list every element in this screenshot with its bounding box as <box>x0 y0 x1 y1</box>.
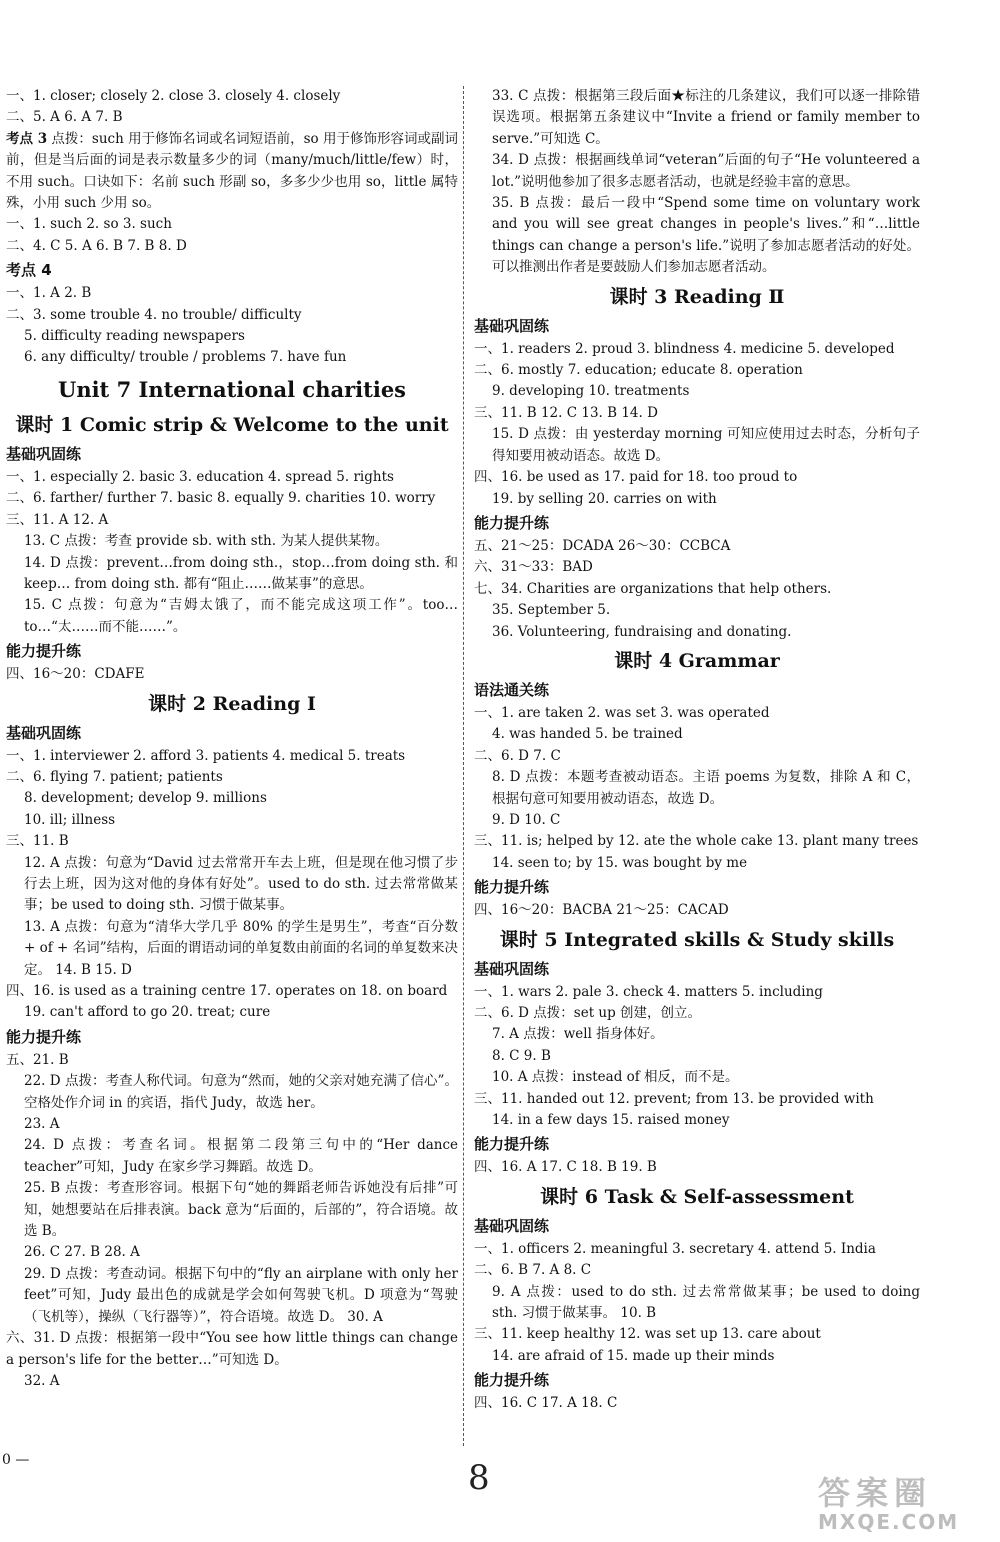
left-column <box>6 86 458 1392</box>
answer-line: 五、21～25：DCADA 26～30：CCBCA <box>474 537 731 554</box>
answer-explanation: 35. B 点拨：最后一段中“Spend some time on voluntary work and you will see great changes in people's lives.”和“…little things can change a person's life.”说明了参加志愿者活动的好处。可以推测出作者是要鼓励人们参加志愿者活动。 <box>492 195 920 276</box>
section-heading: 基础巩固练 <box>474 1216 550 1235</box>
answer-line: 一、1. interviewer 2. afford 3. patients 4. medical 5. treats <box>6 747 406 764</box>
answer-line: 四、16. is used as a training centre 17. operates on 18. on board <box>6 983 448 999</box>
answer-explanation: 12. A 点拨：句意为“David 过去常常开车去上班，但是现在他习惯了步行去上班，因为这对他的身体有好处”。used to do sth. 过去常常做某事；be used to doing sth. 习惯于做某事。 <box>24 854 458 914</box>
answer-line: 35. September 5. <box>492 602 611 619</box>
answer-line: 8. development; develop 9. millions <box>24 790 267 807</box>
section-heading: 考点 4 <box>6 261 52 280</box>
answer-line: 7. A 点拨：well 指身体好。 <box>492 1026 664 1043</box>
section-heading: 能力提升练 <box>474 1371 550 1390</box>
answer-line: 七、34. Charities are organizations that help others. <box>474 580 832 597</box>
answer-line: 5. difficulty reading newspapers <box>24 328 245 345</box>
answer-line: 26. C 27. B 28. A <box>24 1244 140 1261</box>
answer-line: 二、6. flying 7. patient; patients <box>6 768 223 785</box>
explanation-text: 点拨：such 用于修饰名词或名词短语前，so 用于修饰形容词或副词前，但是当后面的词是表示数量多少的词（many/much/little/few）时，不用 such。口诀如下：名前 such 形副 so，多多少少也用 so，little 属特殊，小用 such 少用 so。 <box>6 130 458 212</box>
answer-line: 19. by selling 20. carries on with <box>492 490 717 507</box>
answer-line: 四、16. A 17. C 18. B 19. B <box>474 1159 657 1176</box>
answer-line: 14. seen to; by 15. was bought by me <box>492 854 748 871</box>
lesson-title: 课时 4 Grammar <box>614 649 780 672</box>
answer-line: 三、11. handed out 12. prevent; from 13. be provided with <box>474 1090 874 1107</box>
lesson-title: 课时 1 Comic strip & Welcome to the unit <box>15 413 449 436</box>
answer-line: 6. any difficulty/ trouble / problems 7. have fun <box>24 349 347 366</box>
answer-line: 一、1. officers 2. meaningful 3. secretary 4. attend 5. India <box>474 1240 876 1257</box>
answer-line: 一、1. A 2. B <box>6 285 92 302</box>
answer-explanation: 14. D 点拨：prevent…from doing sth.，stop…from doing sth. 和 keep… from doing sth. 都有“阻止……做某事”的意思。 <box>24 554 458 592</box>
section-heading: 能力提升练 <box>6 642 82 661</box>
section-heading: 能力提升练 <box>474 1135 550 1154</box>
answer-line: 三、11. B 12. C 13. B 14. D <box>474 404 658 421</box>
answer-explanation: 29. D 点拨：考查动词。根据下句中的“fly an airplane with only her feet”可知，Judy 最出色的成就是学会如何驾驶飞机。D 项意为“驾驶（飞机等），操纵（飞行器等）”，符合语境。故选 D。 30. A <box>24 1265 458 1325</box>
lesson-title: 课时 6 Task & Self-assessment <box>540 1185 854 1208</box>
answer-line: 8. C 9. B <box>492 1047 551 1064</box>
answer-line: 4. was handed 5. be trained <box>492 726 683 743</box>
answer-explanation: 六、31. D 点拨：根据第一段中“You see how little things can change a person's life for the better…”可知选 D。 <box>6 1330 458 1368</box>
answer-explanation: 15. D 点拨：由 yesterday morning 可知应使用过去时态，分析句子得知要用被动语态。故选 D。 <box>492 426 920 464</box>
section-heading: 基础巩固练 <box>6 444 82 463</box>
answer-line: 四、16. be used as 17. paid for 18. too proud to <box>474 469 798 486</box>
answer-line: 二、5. A 6. A 7. B <box>6 109 123 126</box>
answer-explanation: 15. C 点拨：句意为“吉姆太饿了，而不能完成这项工作”。too…to…“太……而不能……”。 <box>24 597 458 635</box>
section-heading: 能力提升练 <box>474 513 550 532</box>
column-divider <box>463 86 464 1446</box>
key-point-label: 考点 3 <box>6 130 48 147</box>
answer-explanation <box>6 129 458 215</box>
unit-title: Unit 7 International charities <box>58 376 406 402</box>
answer-line: 五、21. B <box>6 1051 69 1068</box>
answer-explanation: 22. D 点拨：考查人称代词。句意为“然而，她的父亲对她充满了信心”。空格处作介词 in 的宾语，指代 Judy，故选 her。 <box>24 1073 458 1111</box>
answer-explanation: 25. B 点拨：考查形容词。根据下句“她的舞蹈老师告诉她没有后排”可知，她想要站在后排表演。back 意为“后面的，后部的”，符合语境。故选 B。 <box>24 1180 458 1240</box>
answer-line: 19. can't afford to go 20. treat; cure <box>24 1004 271 1021</box>
answer-line: 10. ill; illness <box>24 811 116 828</box>
answer-line: 二、3. some trouble 4. no trouble/ difficulty <box>6 306 302 323</box>
answer-line: 9. D 10. C <box>492 811 561 828</box>
section-heading: 能力提升练 <box>474 878 550 897</box>
watermark-line2: MXQE.COM <box>818 1510 960 1534</box>
answer-line: 四、16～20：BACBA 21～25：CACAD <box>474 902 729 919</box>
answer-line: 一、1. especially 2. basic 3. education 4. spread 5. rights <box>6 468 394 485</box>
answer-line: 二、6. mostly 7. education; educate 8. operation <box>474 362 803 379</box>
answer-line: 三、11. B <box>6 833 69 850</box>
answer-line: 10. A 点拨：instead of 相反，而不是。 <box>492 1069 739 1086</box>
watermark-logo <box>818 1476 988 1540</box>
section-heading: 语法通关练 <box>474 680 550 699</box>
handwritten-page-number: 8 <box>468 1458 490 1498</box>
answer-line: 四、16. C 17. A 18. C <box>474 1395 618 1412</box>
lesson-title: 课时 2 Reading Ⅰ <box>148 692 316 715</box>
answer-line: 二、6. D 点拨：set up 创建，创立。 <box>474 1005 702 1021</box>
answer-line: 9. developing 10. treatments <box>492 383 690 400</box>
answer-line: 一、1. closer; closely 2. close 3. closely 4. closely <box>6 88 341 104</box>
section-heading: 基础巩固练 <box>474 316 550 335</box>
answer-line: 三、11. A 12. A <box>6 511 109 528</box>
answer-line: 23. A <box>24 1116 60 1133</box>
answer-line: 14. in a few days 15. raised money <box>492 1112 730 1129</box>
right-column <box>474 86 920 1415</box>
answer-line: 二、6. farther/ further 7. basic 8. equally 9. charities 10. worry <box>6 490 436 507</box>
answer-line: 三、11. is; helped by 12. ate the whole cake 13. plant many trees <box>474 833 919 850</box>
answer-line: 一、1. readers 2. proud 3. blindness 4. medicine 5. developed <box>474 340 895 357</box>
answer-line: 一、1. are taken 2. was set 3. was operated <box>474 704 770 721</box>
answer-line: 二、6. B 7. A 8. C <box>474 1262 592 1279</box>
answer-explanation: 34. D 点拨：根据画线单词“veteran”后面的句子“He volunteered a lot.”说明他参加了很多志愿者活动，也就是经验丰富的意思。 <box>492 152 920 190</box>
answer-line: 六、31～33：BAD <box>474 559 593 576</box>
answer-line: 三、11. keep healthy 12. was set up 13. care about <box>474 1326 821 1343</box>
answer-explanation: 24. D 点拨：考查名词。根据第二段第三句中的“Her dance teacher”可知，Judy 在家乡学习舞蹈。故选 D。 <box>24 1137 458 1175</box>
section-heading: 基础巩固练 <box>474 959 550 978</box>
answer-explanation: 13. A 点拨：句意为“清华大学几乎 80% 的学生是男生”，考查“百分数 + of + 名词”结构，后面的谓语动词的单复数由前面的名词的单复数来决定。 14. B 15. D <box>24 918 458 978</box>
answer-explanation: 9. A 点拨：used to do sth. 过去常常做某事；be used to doing sth. 习惯于做某事。 10. B <box>492 1283 920 1322</box>
answer-line: 一、1. such 2. so 3. such <box>6 216 172 233</box>
watermark-line1: 答案圈 <box>818 1474 933 1512</box>
answer-line: 二、4. C 5. A 6. B 7. B 8. D <box>6 237 187 254</box>
section-heading: 基础巩固练 <box>6 723 82 742</box>
answer-line: 14. are afraid of 15. made up their minds <box>492 1347 775 1364</box>
answer-line: 一、1. wars 2. pale 3. check 4. matters 5. including <box>474 983 823 1000</box>
section-heading: 能力提升练 <box>6 1027 82 1046</box>
answer-line: 13. C 点拨：考查 provide sb. with sth. 为某人提供某物。 <box>24 533 389 550</box>
answer-line: 四、16～20：CDAFE <box>6 666 145 683</box>
lesson-title: 课时 3 Reading Ⅱ <box>609 285 785 308</box>
answer-explanation: 8. D 点拨：本题考查被动语态。主语 poems 为复数，排除 A 和 C，根据句意可知要用被动语态，故选 D。 <box>492 769 920 807</box>
answer-line: 36. Volunteering, fundraising and donating. <box>492 623 792 640</box>
answer-line: 二、6. D 7. C <box>474 747 561 764</box>
answer-line: 32. A <box>24 1372 60 1389</box>
lesson-title: 课时 5 Integrated skills & Study skills <box>499 928 895 951</box>
answer-explanation: 33. C 点拨：根据第三段后面★标注的几条建议，我们可以逐一排除错误选项。根据第五条建议中“Invite a friend or family member to serve.”可知选 C。 <box>492 88 920 147</box>
page-mark: 0 — <box>2 1452 30 1468</box>
